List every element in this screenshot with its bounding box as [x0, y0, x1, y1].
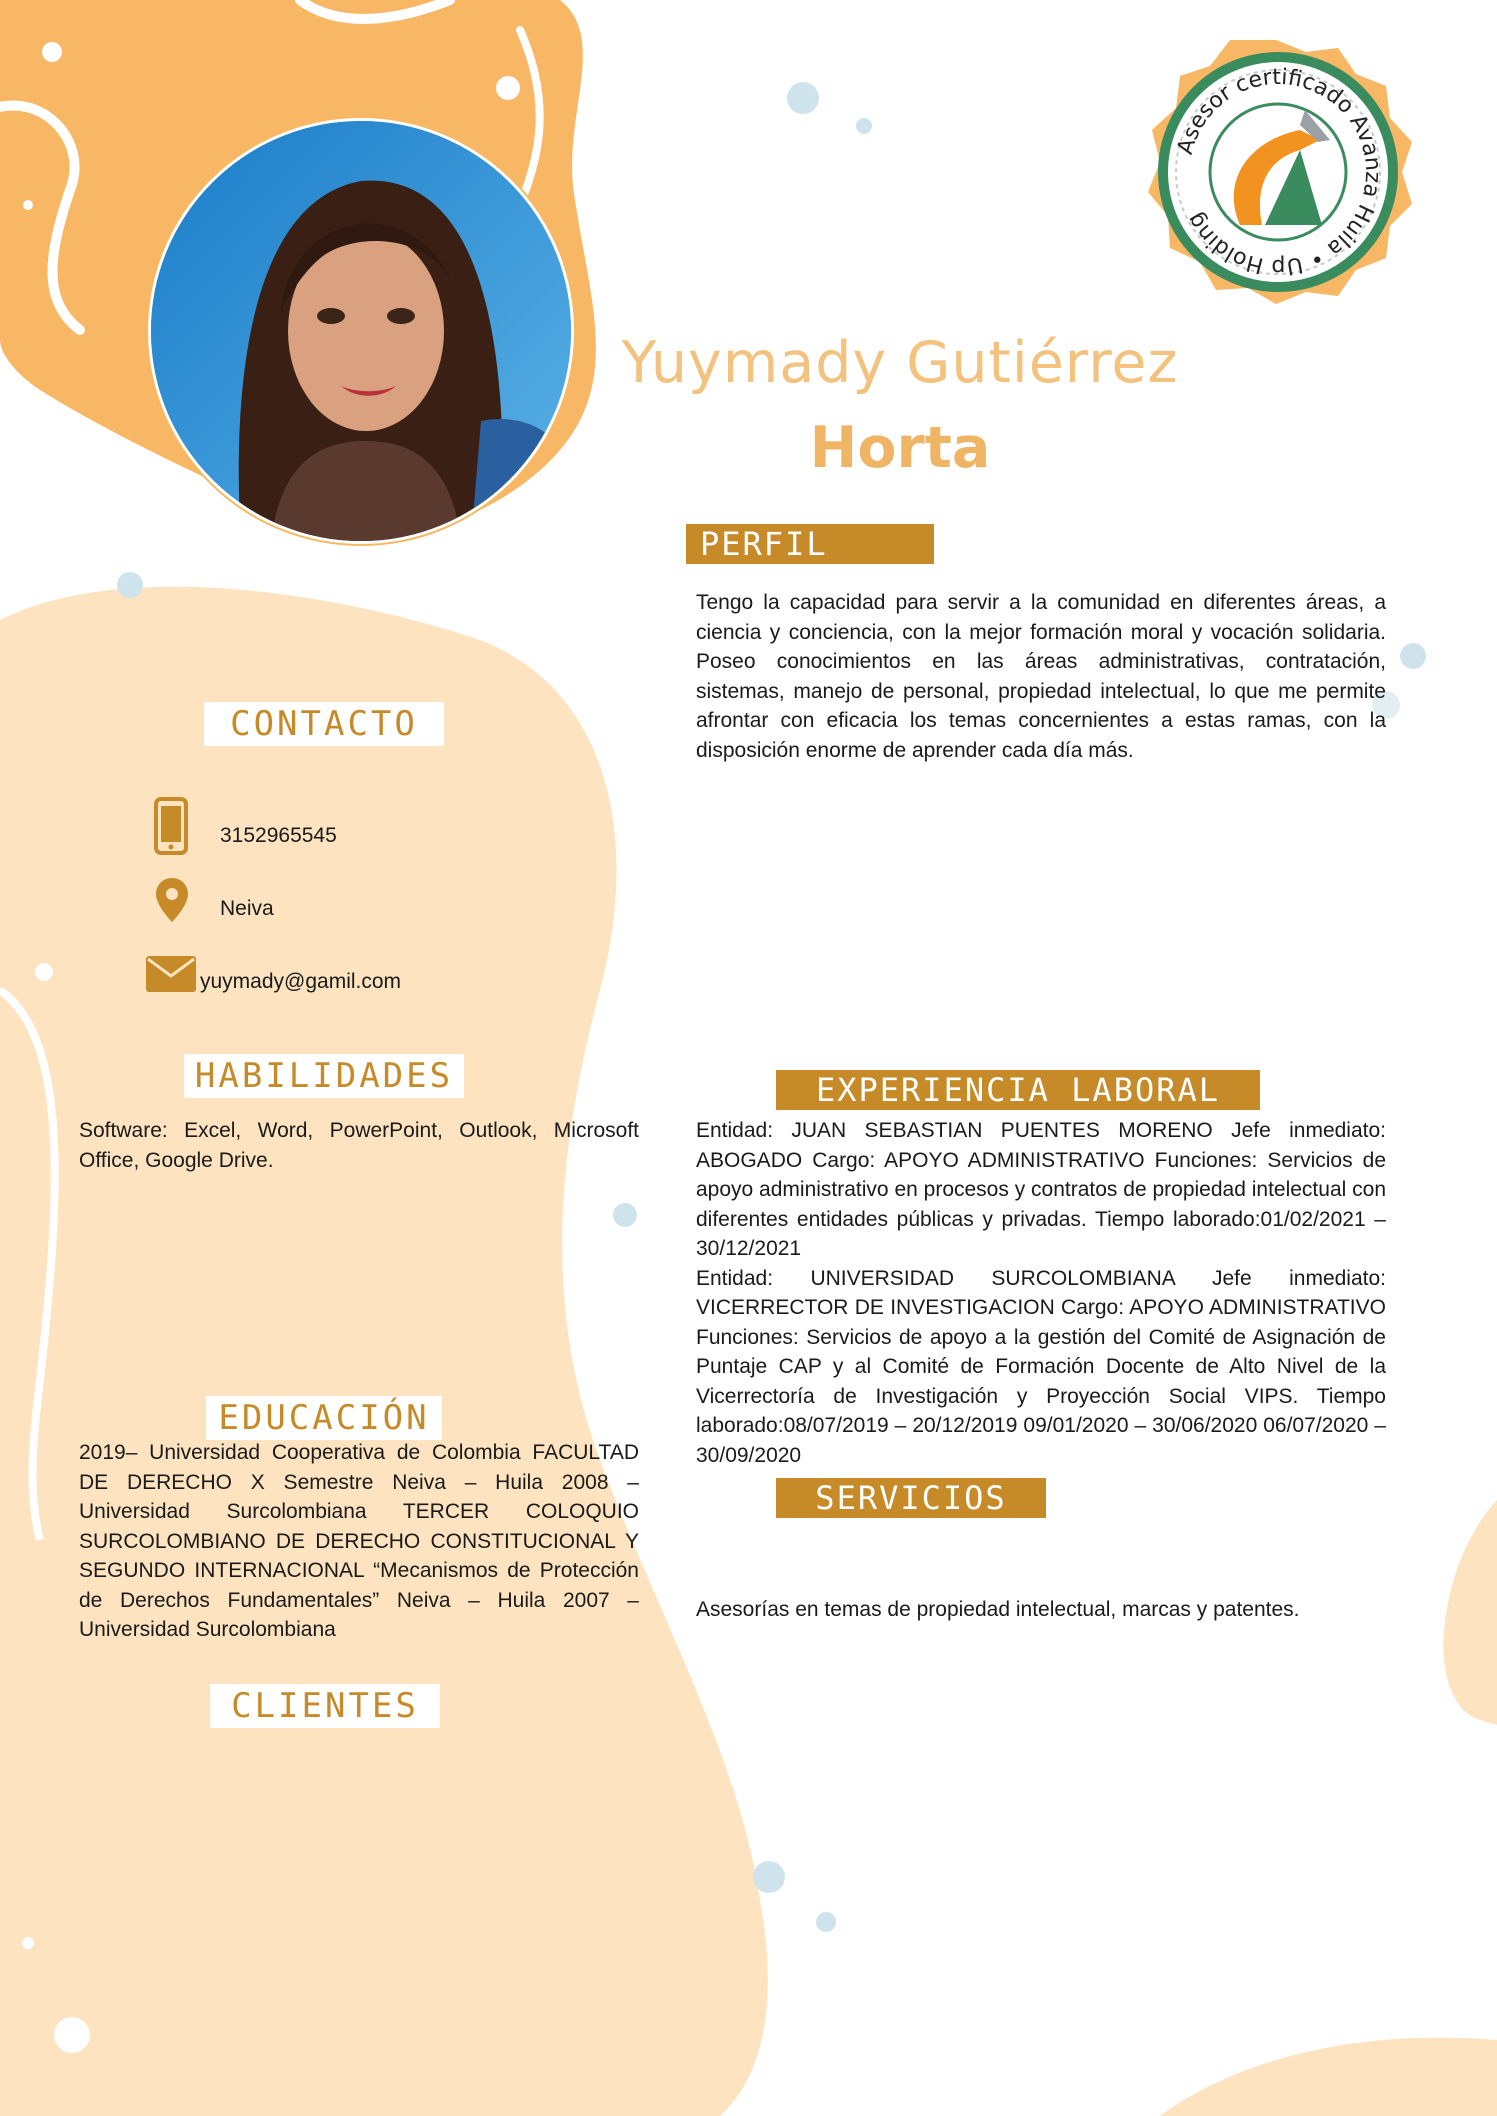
dot [42, 42, 62, 62]
blue-dot [856, 118, 872, 134]
contact-phone: 3152965545 [220, 824, 337, 847]
peach-blob-bottom [1160, 2038, 1497, 2116]
profile-photo [148, 118, 574, 544]
contacto-heading: CONTACTO [204, 702, 444, 746]
servicios-heading: SERVICIOS [776, 1478, 1046, 1518]
peach-blob-right [1444, 1500, 1497, 1725]
portrait-illustration [151, 121, 571, 541]
dot [496, 76, 520, 100]
educacion-heading: EDUCACIÓN [206, 1396, 442, 1440]
blue-dot [753, 1861, 785, 1893]
dot [35, 963, 53, 981]
experiencia-list [696, 1116, 1386, 1470]
location-pin-icon [154, 876, 190, 928]
dot [23, 200, 33, 210]
certification-badge [1148, 40, 1412, 304]
dot [54, 2017, 90, 2053]
servicios-text: Asesorías en temas de propiedad intelectual, marcas y patentes. [696, 1598, 1300, 1621]
blue-dot [613, 1203, 637, 1227]
habilidades-text: Software: Excel, Word, PowerPoint, Outlook, Microsoft Office, Google Drive. [79, 1119, 639, 1172]
habilidades-heading: HABILIDADES [184, 1054, 464, 1098]
blue-dot [117, 572, 143, 598]
experiencia-item: Entidad: UNIVERSIDAD SURCOLOMBIANA Jefe inmediato: VICERRECTOR DE INVESTIGACION Cargo: APOYO ADMINISTRATIVO Funciones: Servicios de apoyo a la gestión del Comité de Asignación de Puntaje CAP y al Comité de Formación Docente de Alto Nivel de la Vicerrectoría de Investigación y Proyección Social VIPS. Tiempo laborado:08/07/2019 – 20/12/2019 09/01/2020 – 30/06/2020 06/07/2020 – 30/09/2020 [696, 1266, 1386, 1467]
dot [22, 1937, 34, 1949]
clientes-heading: CLIENTES [210, 1684, 440, 1728]
blue-dot [787, 82, 819, 114]
peach-blob [0, 587, 768, 2116]
name-line-2: Horta [809, 415, 991, 481]
perfil-text: Tengo la capacidad para servir a la comunidad en diferentes áreas, a ciencia y conciencia, con la mejor formación moral y vocación solidaria. Poseo conocimientos en las áreas administrativas, contratación, sistemas, manejo de personal, propiedad intelectual, lo que me permite afrontar con eficacia los temas concernientes a estas ramas, con la disposición enorme de aprender cada día más. [696, 591, 1386, 762]
contact-city: Neiva [220, 897, 274, 920]
blue-dot [1400, 643, 1426, 669]
blue-dot [816, 1912, 836, 1932]
contact-email: yuymady@gamil.com [200, 970, 402, 993]
experiencia-heading: EXPERIENCIA LABORAL [776, 1070, 1260, 1110]
mail-icon [146, 956, 196, 996]
educacion-text: 2019– Universidad Cooperativa de Colombia FACULTAD DE DERECHO X Semestre Neiva – Huila 2008 – Universidad Surcolombiana TERCER COLOQUIO SURCOLOMBIANO DE DERECHO CONSTITUCIONAL Y SEGUNDO INTERNACIONAL “Mecanismos de Protección de Derechos Fundamentales” Neiva – Huila 2007 – Universidad Surcolombiana [79, 1441, 639, 1641]
phone-icon [154, 797, 188, 859]
perfil-heading: PERFIL [686, 524, 934, 564]
experiencia-item: Entidad: JUAN SEBASTIAN PUENTES MORENO Jefe inmediato: ABOGADO Cargo: APOYO ADMINISTRATIVO Funciones: Servicios de apoyo administrativo en procesos y contratos de propiedad intelectual con diferentes entidades públicas y privadas. Tiempo laborado:01/02/2021 – 30/12/2021 [696, 1119, 1386, 1260]
badge-text: Asesor certificado Avanza Huila • Up Holding [1172, 64, 1386, 280]
name-line-1: Yuymady Gutiérrez [621, 330, 1179, 396]
